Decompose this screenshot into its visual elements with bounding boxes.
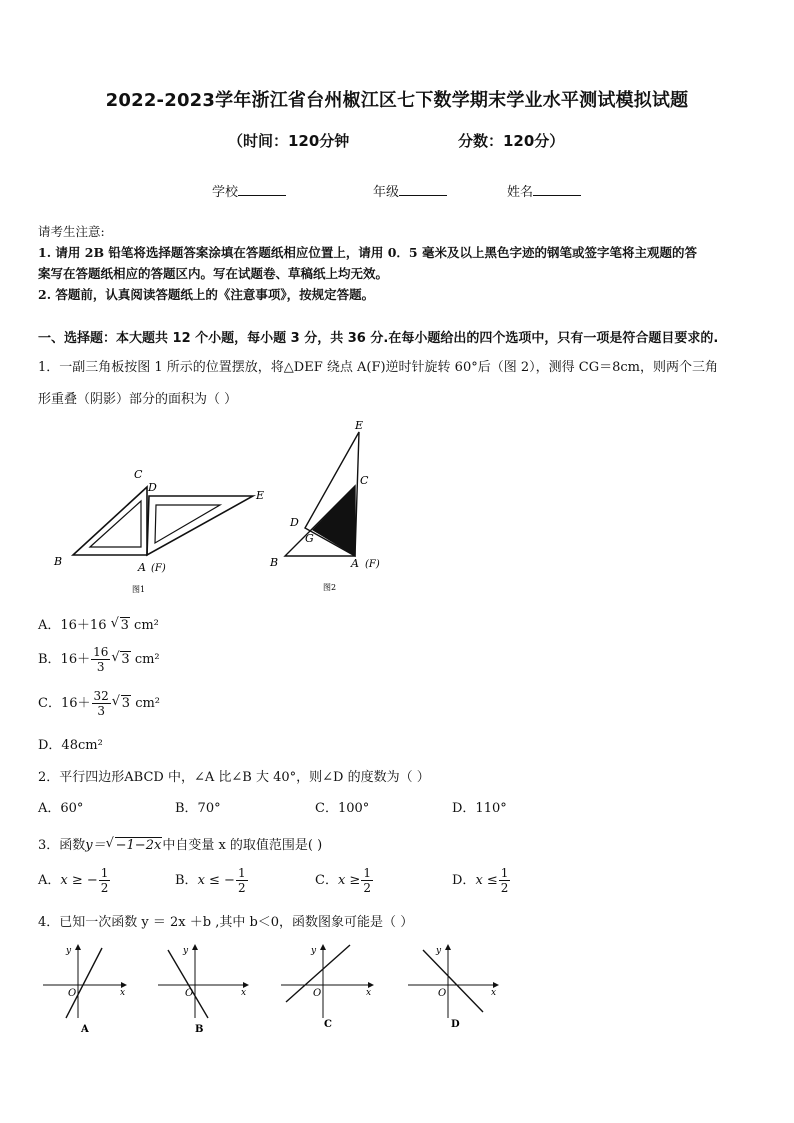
svg-text:y: y xyxy=(436,946,442,956)
q4-graph-d-label: D xyxy=(451,1019,460,1030)
fig1-label-d: D xyxy=(148,481,157,494)
q3-stem-y: y＝ xyxy=(85,838,106,853)
svg-text:x: x xyxy=(120,988,126,998)
grade-blank[interactable] xyxy=(399,183,447,196)
q3-stem-prefix: 3．函数 xyxy=(38,838,86,853)
q1-option-b-unit: cm² xyxy=(134,652,160,667)
q1-figure-1 xyxy=(45,465,280,600)
svg-text:O: O xyxy=(438,988,447,999)
q1-stem-line-2: 形重叠（阴影）部分的面积为（ ） xyxy=(38,392,238,407)
set-square-def-inner xyxy=(155,505,220,543)
q4-graphs xyxy=(38,940,508,1035)
q1-option-b-label: B．16＋ xyxy=(38,652,91,667)
svg-text:x: x xyxy=(241,988,247,998)
name-blank[interactable] xyxy=(533,183,581,196)
fig1-label-c: C xyxy=(134,468,143,481)
fig2-label-c: C xyxy=(360,474,369,487)
q3-option-a[interactable]: A．x ≥ − $\frac{1}{2}$ xyxy=(38,866,109,895)
q1-option-a-label: A．16＋16 xyxy=(38,618,107,633)
svg-text:O: O xyxy=(185,988,194,999)
page-title: 2022-2023学年浙江省台州椒江区七下数学期末学业水平测试模拟试题 xyxy=(105,90,689,111)
set-square-abc-inner xyxy=(90,501,141,547)
q4-graph-c-label: C xyxy=(324,1019,332,1030)
school-blank[interactable] xyxy=(238,183,286,196)
fig1-label-b: B xyxy=(54,555,63,568)
name-label: 姓名 xyxy=(507,185,534,200)
q4-graph-b-label: B xyxy=(195,1024,204,1035)
q2-stem: 2．平行四边形ABCD 中，∠A 比∠B 大 40°，则∠D 的度数为（ ） xyxy=(38,770,430,785)
q2-option-d[interactable]: D．110° xyxy=(452,801,507,816)
fig1-label-a: A xyxy=(138,561,146,574)
q4-graph-d-line xyxy=(423,950,483,1012)
svg-text:O: O xyxy=(68,988,77,999)
q4-graph-c[interactable] xyxy=(281,945,373,1030)
q4-graph-d[interactable] xyxy=(408,945,498,1030)
svg-text:y: y xyxy=(183,946,189,956)
q3-option-d[interactable]: D．x ≤ $\frac{1}{2}$ xyxy=(452,866,509,895)
fig1-label-f: (F) xyxy=(151,563,166,574)
grade-field[interactable] xyxy=(373,181,447,200)
fig2-label-e: E xyxy=(355,419,364,432)
grade-label: 年级 xyxy=(373,185,400,200)
q3-stem-suffix: 中自变量 x 的取值范围是( ) xyxy=(162,838,323,853)
exam-score: 分数：120分） xyxy=(458,132,565,150)
q4-stem: 4．已知一次函数 y ＝ 2x ＋b ,其中 b＜0，函数图象可能是（ ） xyxy=(38,915,414,930)
fig2-caption: 图2 xyxy=(323,583,337,592)
exam-time: （时间：120分钟 xyxy=(228,132,350,150)
fig2-label-g: G xyxy=(305,532,314,545)
q1-option-c-sqrt: √ 3 xyxy=(111,694,131,711)
q1-option-a[interactable] xyxy=(38,614,159,633)
svg-text:x: x xyxy=(366,988,372,998)
notice-item-2: 2. 答题前，认真阅读答题纸上的《注意事项》，按规定答题。 xyxy=(38,287,375,302)
q2-option-c[interactable]: C．100° xyxy=(315,801,370,816)
q1-option-a-unit: cm² xyxy=(134,618,159,633)
q1-option-b[interactable] xyxy=(38,645,160,674)
svg-text:y: y xyxy=(311,946,317,956)
school-field[interactable] xyxy=(212,181,286,200)
svg-text:x: x xyxy=(491,988,497,998)
school-label: 学校 xyxy=(212,185,239,200)
q1-option-c[interactable] xyxy=(38,689,160,718)
fig2-label-a: A xyxy=(351,557,359,570)
q1-option-b-fraction: $\frac{16}{3}$ xyxy=(93,645,109,674)
svg-text:O: O xyxy=(313,988,322,999)
q1-option-c-unit: cm² xyxy=(135,696,161,711)
q4-graph-a[interactable] xyxy=(43,945,126,1035)
set-square-abc-outer xyxy=(73,487,147,555)
fig2-label-b: B xyxy=(270,556,279,569)
q1-option-b-sqrt: √ 3 xyxy=(111,650,130,667)
fig1-label-e: E xyxy=(256,489,265,502)
section-1-heading: 一、选择题：本大题共 12 个小题，每小题 3 分，共 36 分.在每小题给出的四个选项中，只有一项是符合题目要求的. xyxy=(38,331,719,346)
fig1-caption: 图1 xyxy=(132,585,146,594)
q4-graph-b[interactable] xyxy=(158,945,248,1035)
q4-graph-b-line xyxy=(168,950,208,1018)
q1-option-c-label: C．16＋ xyxy=(38,696,91,711)
name-field[interactable] xyxy=(507,181,581,200)
svg-text:y: y xyxy=(66,946,72,956)
q2-option-b[interactable]: B．70° xyxy=(175,801,221,816)
notice-item-1-line-2: 案写在答题纸相应的答题区内。写在试题卷、草稿纸上均无效。 xyxy=(38,266,389,281)
q1-option-c-fraction: $\frac{32}{3}$ xyxy=(93,689,109,718)
overlap-shaded-region xyxy=(312,486,355,556)
q2-option-a[interactable]: A．60° xyxy=(38,801,84,816)
notice-item-1-line-1: 1. 请用 2B 铅笔将选择题答案涂填在答题纸相应位置上，请用 0．5 毫米及以上黑色字迹的钢笔或签字笔将主观题的答 xyxy=(38,245,697,260)
q4-graph-a-label: A xyxy=(81,1024,89,1035)
q3-option-c[interactable]: C．x ≥ $\frac{1}{2}$ xyxy=(315,866,371,895)
q1-figure-2 xyxy=(265,418,395,598)
fig2-label-d: D xyxy=(290,516,299,529)
q4-graph-a-line xyxy=(66,948,102,1018)
q1-option-a-sqrt: √ 3 xyxy=(110,616,129,633)
notice-heading: 请考生注意: xyxy=(38,224,105,239)
q3-option-b[interactable]: B．x ≤ − $\frac{1}{2}$ xyxy=(175,866,246,895)
q3-stem-sqrt: √ −1−2x xyxy=(105,836,162,853)
q3-stem xyxy=(38,834,322,853)
q1-option-d[interactable]: D．48cm² xyxy=(38,738,103,753)
q1-stem-line-1: 1．一副三角板按图 1 所示的位置摆放，将△DEF 绕点 A(F)逆时针旋转 60°后（图 2），测得 CG＝8cm，则两个三角 xyxy=(38,360,718,375)
fig2-label-f: (F) xyxy=(365,559,380,570)
